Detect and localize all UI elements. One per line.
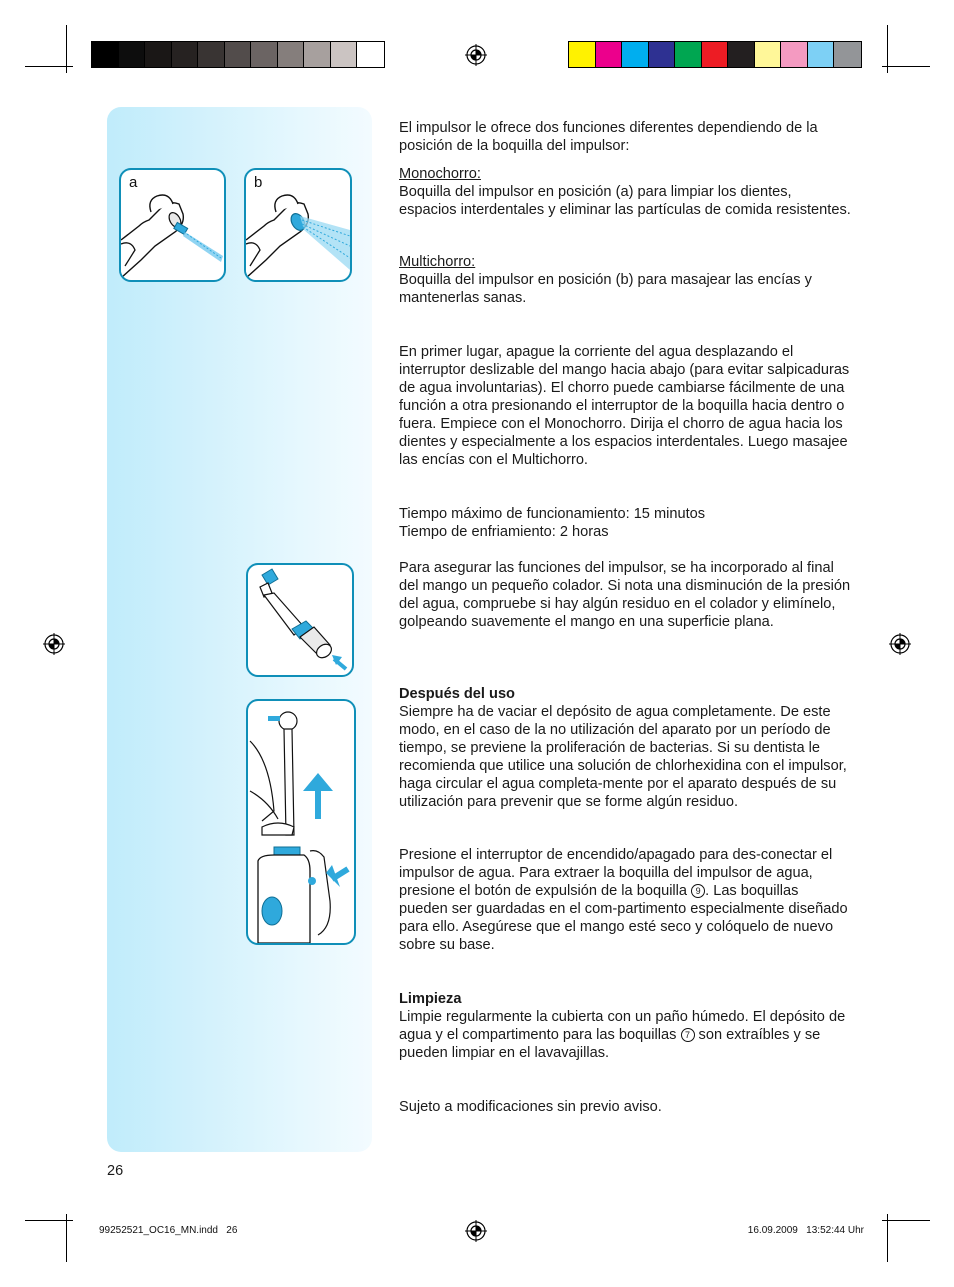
process-swatch: [596, 42, 623, 67]
registration-mark-icon: [465, 44, 487, 66]
gray-swatch: [331, 42, 358, 67]
registration-mark-icon: [465, 1220, 487, 1242]
figure-b-multi-jet: [244, 168, 352, 282]
figure-b-label: b: [254, 174, 263, 191]
gray-swatch: [225, 42, 252, 67]
text-after-use-2: [399, 846, 851, 954]
filter-paragraph: Para asegurar las funciones del impulsor, se ha incorporado al final del mango un pequeño colador. Si nota una disminución de la presión del agua, compruebe si hay algún residuo en el colador y elimínelo, golpeando suavemente el mango en una superficie plana.: [399, 560, 851, 630]
ref-circle-9: 9: [691, 884, 705, 898]
handle-filter-icon: [248, 565, 352, 675]
gray-swatch: [251, 42, 278, 67]
ref-circle-7: 7: [681, 1028, 695, 1042]
process-color-bar: [568, 41, 862, 68]
gray-swatch: [92, 42, 119, 67]
text-intro: [399, 119, 851, 155]
figure-a-single-jet: [119, 168, 226, 282]
gray-swatch: [278, 42, 305, 67]
max-time: Tiempo máximo de funcionamiento: 15 minutos: [399, 506, 706, 522]
gray-swatch: [357, 42, 384, 67]
figure-eject-nozzle: [246, 699, 356, 945]
slug-date: 16.09.2009 13:52:44 Uhr: [747, 1225, 864, 1236]
after-use-paragraph: Siempre ha de vaciar el depósito de agua completamente. De este modo, en el caso de la no utilización del aparato por un período de tiempo, se previene la proliferación de bacterias. Si su dentista le recomienda que utilice una solución de chlorhexidina con el impulsor, haga circular el agua completa-mente por el aparato después de su utilización para prevenir que se forme algún residuo.: [399, 704, 847, 810]
process-swatch: [675, 42, 702, 67]
hand-eject-icon: [248, 701, 354, 943]
process-swatch: [834, 42, 861, 67]
process-swatch: [649, 42, 676, 67]
usage-paragraph: En primer lugar, apague la corriente del agua desplazando el interruptor deslizable del mango hacia abajo (para evitar salpicaduras de agua involuntarias). El chorro puede cambiarse fácilmente de una función a otra presionando el interruptor de la boquilla hacia dentro o fuera. Empiece con el Monochorro. Dirija el chorro de agua hacia los dientes y especialmente a los espacios interdentales. Luego masajee las encías con el Multichorro.: [399, 344, 850, 468]
crop-mark: [25, 66, 73, 67]
crop-mark: [887, 1214, 888, 1262]
registration-mark-icon: [889, 633, 911, 655]
intro-paragraph: El impulsor le ofrece dos funciones diferentes dependiendo de la posición de la boquilla del impulsor:: [399, 120, 818, 154]
figure-filter: [246, 563, 354, 677]
cleaning-paragraph: Limpie regularmente la cubierta con un paño húmedo. El depósito de agua y el compartimento para las boquillas 7 son extraíbles y se pueden limpiar en el lavavajillas.: [399, 1009, 846, 1061]
slug-file: 99252521_OC16_MN.indd 26: [99, 1225, 238, 1236]
mono-heading: Monochorro:: [399, 166, 481, 182]
text-multi: [399, 253, 851, 307]
process-swatch: [728, 42, 755, 67]
gray-swatch: [145, 42, 172, 67]
nozzle-single-jet-icon: [121, 170, 224, 280]
process-swatch: [702, 42, 729, 67]
crop-mark: [882, 66, 930, 67]
crop-mark: [66, 1214, 67, 1262]
gray-swatch: [198, 42, 225, 67]
crop-mark: [25, 1220, 73, 1221]
text-times: [399, 505, 851, 541]
process-swatch: [569, 42, 596, 67]
process-swatch: [781, 42, 808, 67]
multi-paragraph: Boquilla del impulsor en posición (b) para masajear las encías y mantenerlas sanas.: [399, 272, 812, 306]
gray-color-bar: [91, 41, 385, 68]
after-use-heading: Después del uso: [399, 686, 515, 702]
text-usage: [399, 343, 851, 469]
crop-mark: [882, 1220, 930, 1221]
gray-swatch: [304, 42, 331, 67]
notice-paragraph: Sujeto a modificaciones sin previo aviso.: [399, 1099, 662, 1115]
registration-mark-icon: [43, 633, 65, 655]
page-number: 26: [107, 1163, 124, 1179]
process-swatch: [808, 42, 835, 67]
cooling-time: Tiempo de enfriamiento: 2 horas: [399, 524, 609, 540]
text-after-use: [399, 685, 851, 811]
gray-swatch: [119, 42, 146, 67]
nozzle-multi-jet-icon: [246, 170, 350, 280]
text-notice: [399, 1098, 851, 1116]
multi-heading: Multichorro:: [399, 254, 476, 270]
mono-paragraph: Boquilla del impulsor en posición (a) para limpiar los dientes, espacios interdentales y eliminar las partículas de comida resistentes.: [399, 184, 851, 218]
figure-a-label: a: [129, 174, 138, 191]
process-swatch: [622, 42, 649, 67]
text-cleaning: [399, 990, 851, 1062]
process-swatch: [755, 42, 782, 67]
gray-swatch: [172, 42, 199, 67]
after-use-paragraph-2: Presione el interruptor de encendido/apagado para des-conectar el impulsor de agua. Para extraer la boquilla del impulsor de agua, presione el botón de expulsión de la boquilla 9 . Las boquillas pueden ser guardadas en el com-partimento especialmente diseñado para ello. Asegúrese que el mango esté seco y colóquelo de nuevo sobre su base.: [399, 847, 848, 953]
text-filter: [399, 559, 851, 631]
text-mono: [399, 165, 851, 219]
cleaning-heading: Limpieza: [399, 991, 462, 1007]
